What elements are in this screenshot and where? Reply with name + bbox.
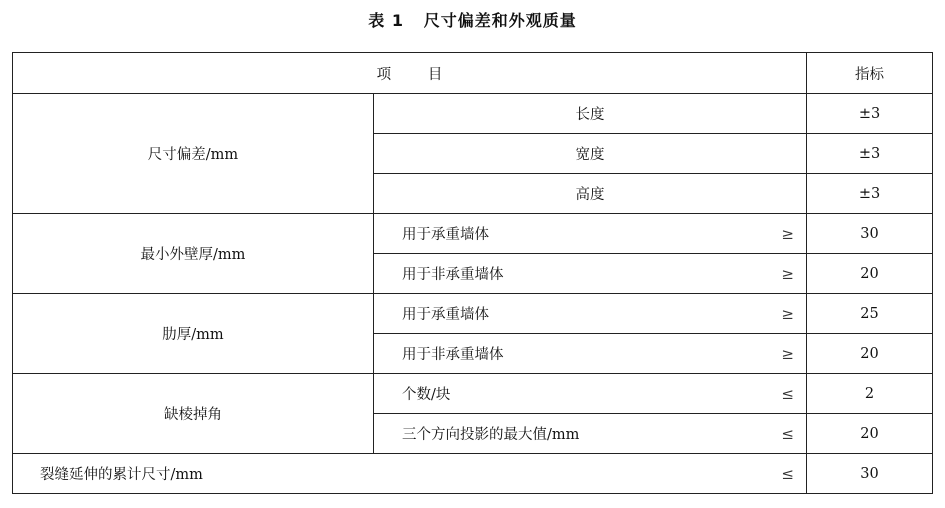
value-cell: ±3 xyxy=(807,94,933,134)
sub-item-label: 用于非承重墙体 xyxy=(402,267,504,283)
operator-symbol: ≥ xyxy=(781,264,794,283)
operator-symbol: ≥ xyxy=(781,304,794,323)
group-label: 肋厚/mm xyxy=(13,294,374,374)
value-cell: 20 xyxy=(807,414,933,454)
table-title: 表 1 尺寸偏差和外观质量 xyxy=(368,11,577,30)
sub-item: 高度 xyxy=(374,174,807,214)
sub-item-label: 个数/块 xyxy=(402,387,451,403)
sub-item xyxy=(374,334,807,374)
crack-item-label: 裂缝延伸的累计尺寸/mm xyxy=(40,467,203,483)
table-row xyxy=(13,294,933,334)
sub-item-label: 用于承重墙体 xyxy=(402,227,489,243)
table-row xyxy=(13,214,933,254)
value-cell: 20 xyxy=(807,334,933,374)
header-item xyxy=(13,53,807,94)
group-label: 最小外壁厚/mm xyxy=(13,214,374,294)
sub-item-label: 用于承重墙体 xyxy=(402,307,489,323)
sub-item: 长度 xyxy=(374,94,807,134)
crack-item xyxy=(13,454,807,494)
operator-symbol: ≤ xyxy=(781,384,794,403)
table-row xyxy=(13,94,933,134)
operator-symbol: ≤ xyxy=(781,464,794,483)
table-row xyxy=(13,374,933,414)
value-cell: 30 xyxy=(807,214,933,254)
spec-table xyxy=(12,52,933,494)
sub-item-label: 三个方向投影的最大值/mm xyxy=(402,427,580,443)
value-cell: ±3 xyxy=(807,134,933,174)
sub-item xyxy=(374,294,807,334)
sub-item xyxy=(374,254,807,294)
value-cell: 20 xyxy=(807,254,933,294)
group-label: 尺寸偏差/mm xyxy=(13,94,374,214)
operator-symbol: ≥ xyxy=(781,344,794,363)
value-cell: 30 xyxy=(807,454,933,494)
table-row xyxy=(13,454,933,494)
value-cell: 2 xyxy=(807,374,933,414)
header-item-label: 项 目 xyxy=(376,66,443,83)
header-row xyxy=(13,53,933,94)
sub-item-label: 用于非承重墙体 xyxy=(402,347,504,363)
value-cell: 25 xyxy=(807,294,933,334)
group-label: 缺棱掉角 xyxy=(13,374,374,454)
sub-item xyxy=(374,414,807,454)
sub-item xyxy=(374,374,807,414)
sub-item xyxy=(374,214,807,254)
header-value: 指标 xyxy=(807,53,933,94)
operator-symbol: ≤ xyxy=(781,424,794,443)
operator-symbol: ≥ xyxy=(781,224,794,243)
value-cell: ±3 xyxy=(807,174,933,214)
sub-item: 宽度 xyxy=(374,134,807,174)
